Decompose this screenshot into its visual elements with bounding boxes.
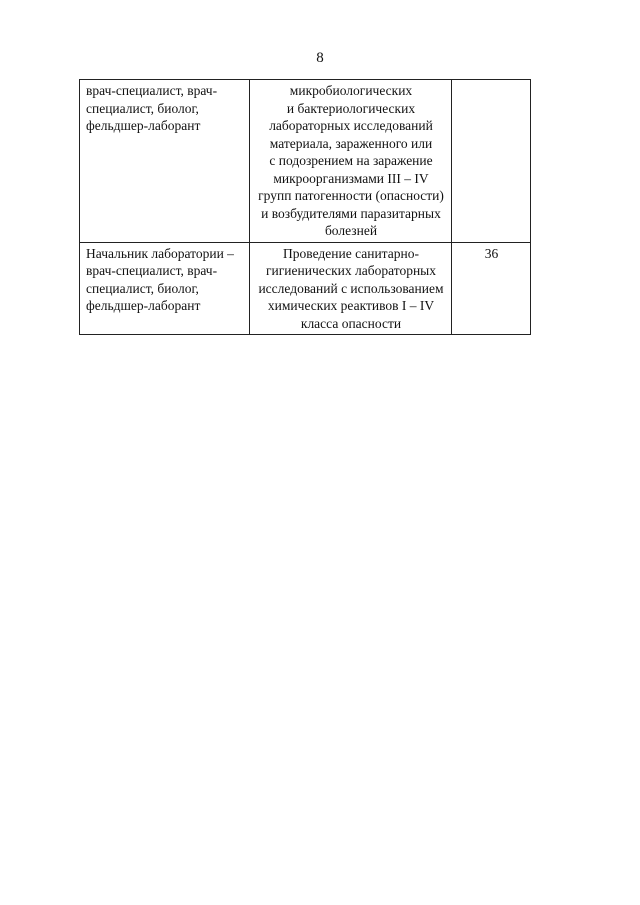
cell-text-line: микроорганизмами III – IV (273, 170, 429, 186)
cell-text-line: Проведение санитарно- (283, 245, 419, 261)
work-description-cell (250, 242, 452, 335)
cell-text-line: лабораторных исследований (269, 118, 433, 133)
cell-text-line: специалист, биолог, (86, 100, 199, 116)
positions-table (79, 79, 531, 335)
cell-text-line: исследований с использованием (258, 280, 444, 296)
cell-text-line: химических реактивов I – IV (267, 298, 435, 313)
position-cell (80, 80, 250, 243)
cell-text-line: фельдшер-лаборант (86, 118, 201, 133)
days-cell (452, 80, 531, 243)
cell-text-line: врач-специалист, врач- (86, 263, 218, 278)
page-number: 8 (316, 50, 324, 66)
table-row (80, 242, 531, 335)
days-cell: 36 (452, 242, 531, 335)
cell-text-line: групп патогенности (опасности) (258, 188, 444, 203)
cell-text-line: с подозрением на заражение (269, 153, 433, 168)
cell-text-line: класса опасности (300, 315, 402, 331)
cell-text-line: фельдшер-лаборант (86, 298, 201, 313)
cell-text-line: материала, зараженного или (269, 135, 433, 151)
cell-text-line: микробиологических (289, 83, 413, 98)
cell-text-line: болезней (324, 223, 378, 238)
cell-text-line: Начальник лаборатории – (86, 245, 234, 261)
cell-text-line: специалист, биолог, (86, 280, 199, 296)
work-description-cell (250, 80, 452, 243)
table-row (80, 80, 531, 243)
cell-text-line: врач-специалист, врач- (86, 83, 218, 98)
cell-text-line: гигиенических лабораторных (266, 263, 436, 278)
cell-text-line: и бактериологических (286, 100, 416, 116)
cell-text-line: и возбудителями паразитарных (261, 205, 441, 221)
position-cell (80, 242, 250, 335)
